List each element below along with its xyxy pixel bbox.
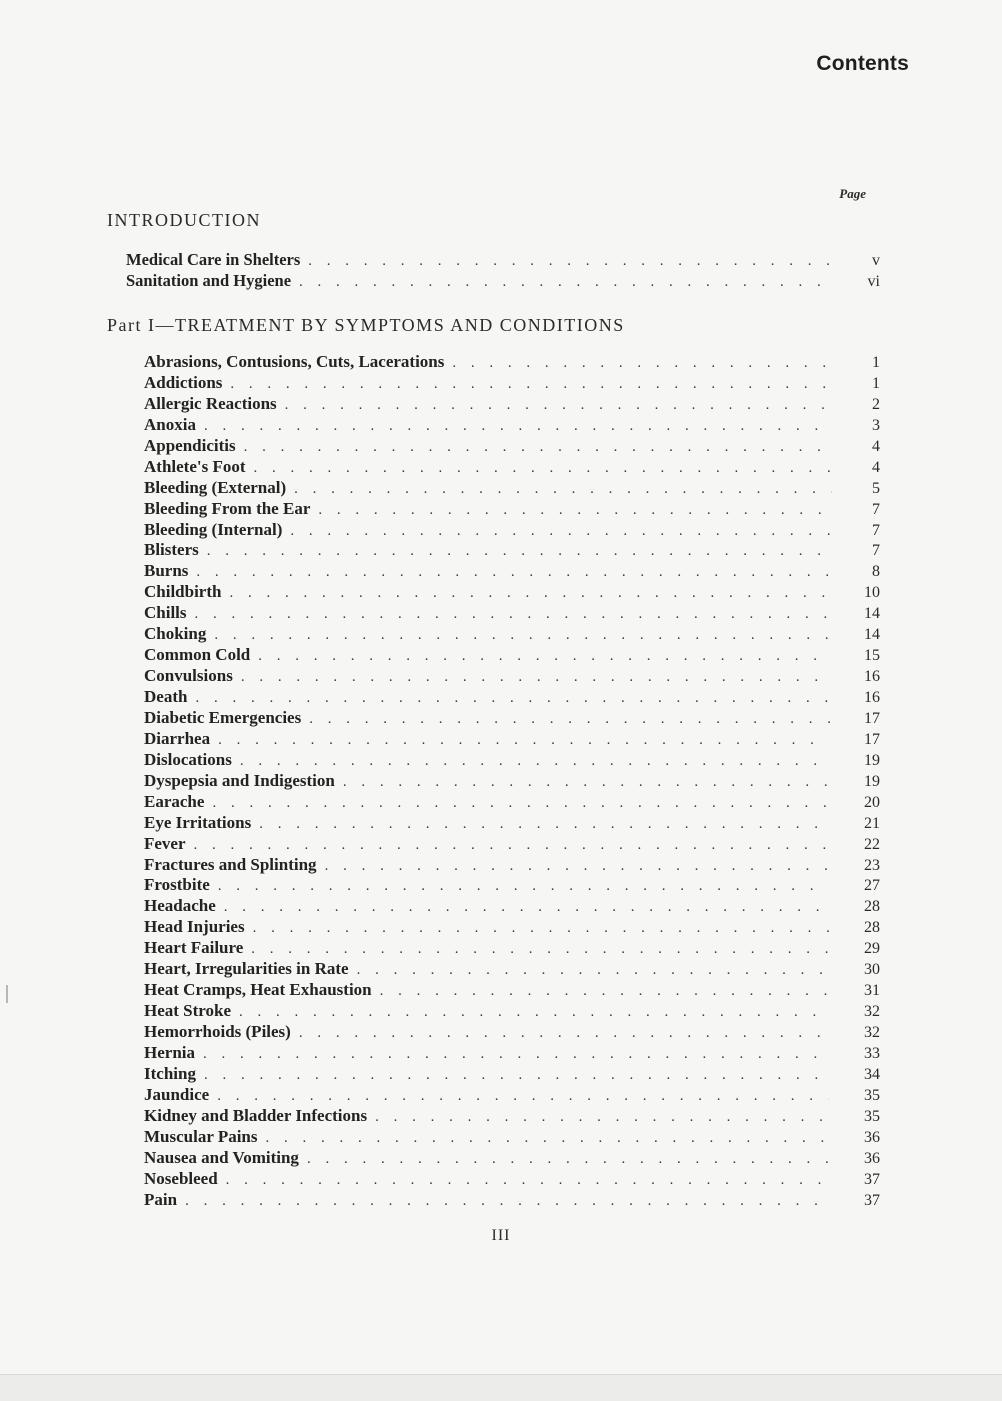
toc-entry-label[interactable]: Appendicitis [144, 435, 236, 455]
toc-dot-leader [291, 1025, 832, 1042]
toc-entry-page-number: 7 [872, 521, 880, 539]
toc-entry-label[interactable]: Medical Care in Shelters [126, 250, 301, 269]
toc-entry-page-number: 14 [864, 605, 880, 623]
toc-entry[interactable] [144, 1001, 880, 1022]
toc-entry-page-number: 4 [872, 437, 880, 455]
toc-entry-label[interactable]: Choking [144, 624, 207, 644]
toc-entry[interactable] [144, 813, 880, 834]
toc-entry-label[interactable]: Itching [144, 1063, 196, 1083]
toc-entry-page-number: 33 [864, 1044, 880, 1062]
toc-entry-label[interactable]: Earache [144, 791, 205, 811]
toc-entry-page-number: 28 [864, 919, 880, 937]
toc-dot-leader [286, 481, 832, 498]
toc-dot-leader [335, 774, 834, 791]
toc-entry[interactable] [144, 499, 880, 520]
toc-dot-leader [367, 1109, 835, 1126]
toc-entry[interactable] [144, 478, 880, 499]
toc-dot-leader [231, 1004, 830, 1021]
part1-heading: Part I—TREATMENT BY SYMPTOMS AND CONDITIONS [107, 315, 625, 335]
toc-entry[interactable] [144, 708, 880, 729]
toc-entry[interactable] [144, 373, 880, 394]
toc-entry-page-number: 15 [864, 647, 880, 665]
toc-entry-page-number: 32 [864, 1024, 880, 1041]
toc-dot-leader [186, 837, 829, 854]
toc-dot-leader [209, 1088, 829, 1105]
toc-entry-label[interactable]: Athlete's Foot [144, 456, 246, 476]
introduction-heading: INTRODUCTION [107, 210, 261, 230]
toc-entry-page-number: 36 [864, 1128, 880, 1146]
toc-dot-leader [222, 376, 829, 393]
toc-entry-page-number: 21 [864, 814, 880, 832]
toc-entry-page-number: 3 [872, 416, 880, 434]
toc-entry-label[interactable]: Bleeding (Internal) [144, 519, 283, 539]
toc-entry[interactable] [144, 896, 880, 917]
toc-entry-page-number: 29 [864, 940, 880, 958]
toc-entry[interactable] [126, 271, 880, 292]
toc-entry-page-number: 10 [864, 584, 880, 602]
page-title: Contents [816, 52, 909, 75]
toc-entry-label[interactable]: Burns [144, 561, 189, 581]
toc-dot-leader [372, 983, 835, 1000]
toc-entry-page-number: 23 [864, 856, 880, 874]
toc-dot-leader [258, 1130, 831, 1147]
toc-entry[interactable] [144, 457, 880, 478]
toc-entry-label[interactable]: Head Injuries [144, 917, 245, 937]
toc-entry[interactable] [144, 1085, 880, 1106]
toc-entry-page-number: 1 [872, 354, 880, 371]
toc-dot-leader [218, 1172, 830, 1189]
toc-entry-label[interactable]: Anoxia [144, 414, 196, 434]
toc-entry-page-number: 31 [864, 982, 880, 1000]
toc-dot-leader [282, 523, 831, 540]
toc-entry-page-number: 4 [872, 458, 880, 476]
toc-dot-leader [196, 418, 829, 435]
toc-entry-label[interactable]: Fever [144, 833, 186, 853]
toc-entry-page-number: v [872, 252, 880, 269]
toc-dot-leader [299, 1151, 832, 1168]
toc-entry-page-number: 17 [864, 730, 880, 748]
toc-dot-leader [251, 816, 830, 833]
toc-entry-label[interactable]: Heat Stroke [144, 1001, 232, 1021]
toc-entry-page-number: 17 [864, 709, 880, 727]
scan-artifact-mark [6, 985, 8, 1003]
toc-entry-label[interactable]: Headache [144, 896, 216, 916]
toc-entry-label[interactable]: Common Cold [144, 645, 251, 665]
toc-entry[interactable] [126, 250, 880, 271]
toc-entry-label[interactable]: Frostbite [144, 875, 210, 895]
toc-entry-label[interactable]: Childbirth [144, 582, 222, 602]
toc-entry-label[interactable]: Sanitation and Hygiene [126, 271, 292, 290]
toc-entry-page-number: 20 [864, 793, 880, 811]
toc-entry-page-number: 14 [864, 626, 880, 644]
toc-entry[interactable] [144, 415, 880, 436]
toc-dot-leader [243, 941, 830, 958]
toc-entry-page-number: 30 [864, 961, 880, 979]
toc-dot-leader [310, 502, 832, 519]
toc-entry[interactable] [144, 938, 880, 959]
toc-entry-label[interactable]: Dislocations [144, 749, 232, 769]
toc-entry-label[interactable]: Nosebleed [144, 1168, 218, 1188]
toc-entry-page-number: 35 [864, 1107, 880, 1125]
toc-entry-label[interactable]: Death [144, 687, 188, 706]
toc-dot-leader [349, 962, 834, 979]
toc-dot-leader [250, 648, 830, 665]
toc-entry-label[interactable]: Nausea and Vomiting [144, 1147, 299, 1167]
toc-dot-leader [236, 439, 830, 456]
toc-entry[interactable] [144, 1043, 880, 1064]
toc-entry[interactable] [144, 792, 880, 813]
toc-entry-label[interactable]: Muscular Pains [144, 1126, 258, 1146]
toc-entry[interactable] [144, 1127, 880, 1148]
toc-entry-label[interactable]: Kidney and Bladder Infections [144, 1105, 368, 1125]
toc-dot-leader [196, 1067, 829, 1084]
toc-entry-label[interactable]: Bleeding (External) [144, 477, 287, 497]
toc-entry[interactable] [144, 834, 880, 855]
toc-entry[interactable] [144, 959, 880, 980]
toc-entry-page-number: 28 [864, 898, 880, 916]
toc-entry-label[interactable]: Abrasions, Contusions, Cuts, Lacerations [144, 352, 445, 371]
toc-entry-page-number: 19 [864, 751, 880, 769]
toc-entry-page-number: 16 [864, 668, 880, 686]
toc-dot-leader [232, 753, 830, 770]
toc-entry[interactable] [144, 1148, 880, 1169]
toc-entry[interactable] [144, 1022, 880, 1043]
toc-entry-page-number: 16 [864, 689, 880, 706]
toc-dot-leader [233, 669, 830, 686]
toc-entry-page-number: 35 [864, 1086, 880, 1104]
page-bottom-edge [0, 1374, 1002, 1401]
toc-entry-page-number: 27 [864, 877, 880, 895]
toc-entry-page-number: 19 [864, 772, 880, 790]
toc-entry-page-number: 37 [864, 1170, 880, 1188]
toc-entry-label[interactable]: Hemorrhoids (Piles) [144, 1022, 291, 1041]
toc-entry[interactable] [144, 875, 880, 896]
toc-entry-page-number: 8 [872, 563, 880, 581]
toc-entry-label[interactable]: Allergic Reactions [144, 393, 277, 413]
toc-entry-page-number: 2 [872, 395, 880, 413]
toc-entry[interactable] [144, 645, 880, 666]
toc-entry[interactable] [144, 352, 880, 373]
toc-entry[interactable] [144, 771, 880, 792]
toc-entry-label[interactable]: Blisters [144, 540, 199, 560]
toc-entry[interactable] [144, 561, 880, 582]
toc-dot-leader [277, 397, 832, 414]
toc-entry-label[interactable]: Fractures and Splinting [144, 854, 317, 874]
toc-entry-label[interactable]: Convulsions [144, 666, 233, 686]
toc-entry[interactable] [144, 750, 880, 771]
toc-dot-leader [188, 564, 828, 581]
toc-dot-leader [187, 606, 829, 623]
toc-entry-page-number: 34 [864, 1065, 880, 1083]
toc-dot-leader [210, 878, 829, 895]
toc-entry-label[interactable]: Bleeding From the Ear [144, 498, 311, 518]
toc-dot-leader [300, 253, 832, 270]
toc-dot-leader [206, 627, 829, 644]
toc-dot-leader [216, 899, 829, 916]
toc-entry-page-number: 7 [872, 542, 880, 560]
toc-entry-page-number: 1 [872, 374, 880, 392]
toc-entry-label[interactable]: Jaundice [144, 1084, 210, 1104]
toc-dot-leader [245, 920, 831, 937]
toc-entry-label[interactable]: Hernia [144, 1042, 195, 1062]
toc-dot-leader [291, 274, 832, 291]
toc-entry[interactable] [144, 917, 880, 938]
toc-dot-leader [199, 543, 829, 560]
page-column-label: Page [839, 186, 866, 201]
toc-entry-label[interactable]: Eye Irritations [144, 812, 252, 832]
toc-entry[interactable] [144, 729, 880, 750]
toc-entry[interactable] [144, 520, 880, 541]
toc-entry-label[interactable]: Diabetic Emergencies [144, 707, 302, 727]
toc-entry[interactable] [144, 603, 880, 624]
toc-entry-page-number: 32 [864, 1003, 880, 1021]
page-folio-number: III [491, 1227, 511, 1244]
toc-entry[interactable] [144, 624, 880, 645]
toc-entry-page-number: 7 [872, 500, 880, 518]
toc-entry-page-number: 22 [864, 835, 880, 853]
toc-entry[interactable] [144, 540, 880, 561]
toc-entry[interactable] [144, 666, 880, 687]
toc-entry[interactable] [144, 582, 880, 603]
toc-dot-leader [317, 858, 833, 875]
toc-entry-page-number: 37 [864, 1191, 880, 1209]
toc-entry[interactable] [144, 436, 880, 457]
toc-dot-leader [204, 795, 828, 812]
toc-entry[interactable] [144, 687, 880, 708]
toc-dot-leader [177, 1193, 828, 1210]
toc-entry-label[interactable]: Addictions [144, 372, 223, 392]
toc-dot-leader [195, 1046, 828, 1063]
toc-entry[interactable] [144, 1064, 880, 1085]
toc-entry-label[interactable]: Pain [144, 1189, 178, 1209]
part1-toc-list [144, 352, 880, 1210]
toc-entry[interactable] [144, 394, 880, 415]
toc-dot-leader [246, 460, 831, 477]
toc-entry-label[interactable]: Heart Failure [144, 938, 244, 958]
toc-dot-leader [187, 690, 828, 707]
toc-entry-page-number: vi [867, 273, 880, 290]
toc-entry[interactable] [144, 1106, 880, 1127]
toc-entry-label[interactable]: Heart, Irregularities in Rate [144, 959, 349, 979]
introduction-toc-list [126, 250, 880, 292]
toc-dot-leader [301, 711, 832, 728]
toc-entry-label[interactable]: Dyspepsia and Indigestion [144, 770, 335, 790]
toc-entry[interactable] [144, 1169, 880, 1190]
toc-entry[interactable] [144, 980, 880, 1001]
toc-entry[interactable] [144, 855, 880, 876]
toc-dot-leader [210, 732, 829, 749]
toc-entry-page-number: 36 [864, 1149, 880, 1167]
toc-entry-label[interactable]: Diarrhea [144, 728, 211, 748]
toc-entry-page-number: 5 [872, 479, 880, 497]
toc-entry-label[interactable]: Chills [144, 603, 187, 623]
toc-dot-leader [221, 585, 829, 602]
toc-entry-label[interactable]: Heat Cramps, Heat Exhaustion [144, 980, 372, 1000]
toc-dot-leader [444, 355, 837, 372]
toc-entry[interactable] [144, 1190, 880, 1211]
